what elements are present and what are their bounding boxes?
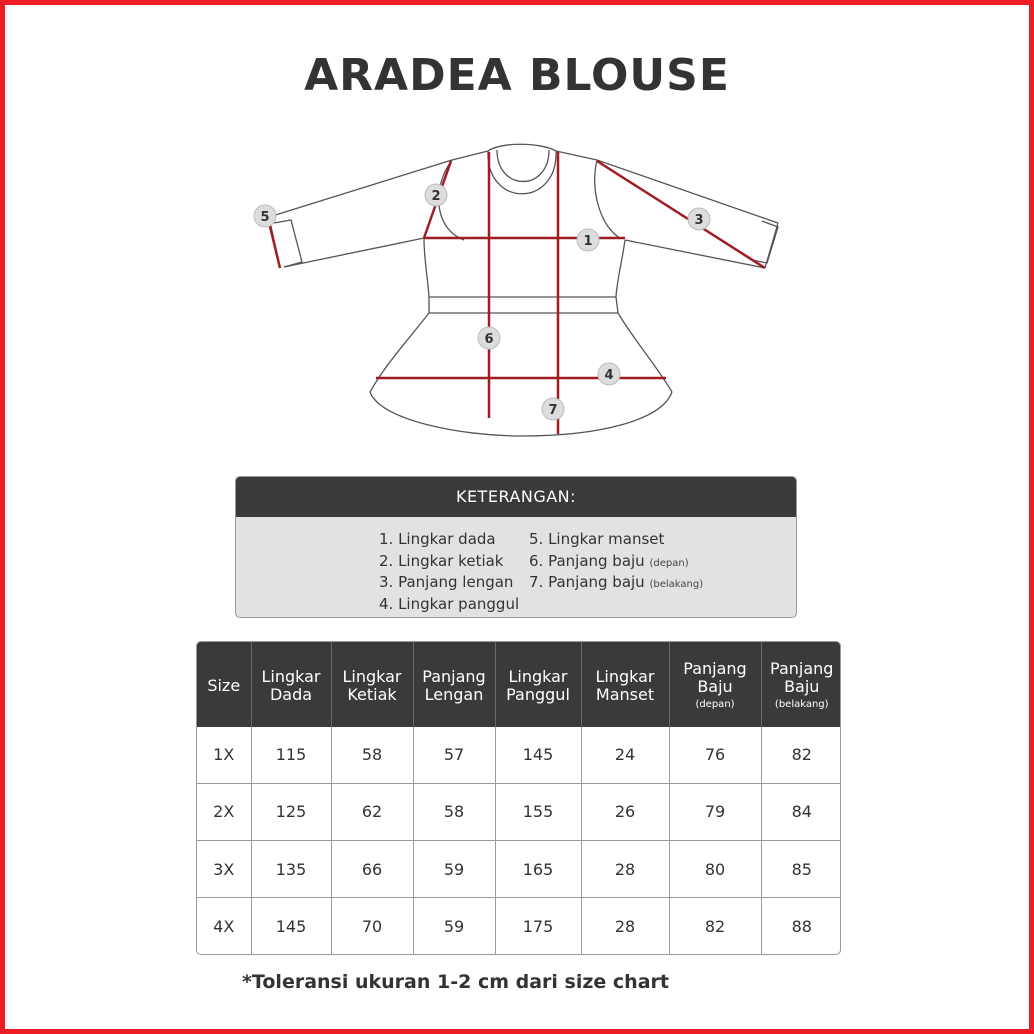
table-cell: 79 bbox=[669, 783, 761, 840]
table-cell: 70 bbox=[331, 898, 413, 954]
header-size: Size bbox=[197, 642, 251, 727]
header-panjang-baju-belakang: Panjang Baju (belakang) bbox=[761, 642, 841, 727]
table-cell: 62 bbox=[331, 783, 413, 840]
table-cell: 66 bbox=[331, 840, 413, 897]
marker-6-label: 6 bbox=[484, 332, 494, 347]
marker-4-label: 4 bbox=[604, 368, 614, 383]
header-panjang-lengan: Panjang Lengan bbox=[413, 642, 495, 727]
table-cell: 84 bbox=[761, 783, 841, 840]
table-cell: 59 bbox=[413, 840, 495, 897]
header-lingkar-manset: Lingkar Manset bbox=[581, 642, 669, 727]
table-cell: 82 bbox=[669, 898, 761, 954]
table-row bbox=[197, 898, 841, 954]
table-header-row bbox=[197, 642, 841, 727]
legend-note: (depan) bbox=[649, 557, 689, 569]
table-cell: 80 bbox=[669, 840, 761, 897]
table-cell: 58 bbox=[413, 783, 495, 840]
table-cell: 76 bbox=[669, 727, 761, 783]
table-cell: 135 bbox=[251, 840, 331, 897]
legend-note: (belakang) bbox=[649, 579, 704, 590]
table-cell: 57 bbox=[413, 727, 495, 783]
table-cell: 115 bbox=[251, 727, 331, 783]
table-cell: 145 bbox=[495, 727, 581, 783]
marker-5-label: 5 bbox=[260, 210, 270, 225]
page-title: ARADEA BLOUSE bbox=[304, 50, 730, 101]
marker-2-label: 2 bbox=[431, 189, 441, 204]
legend-item: 4. Lingkar panggul bbox=[379, 594, 520, 613]
table-cell: 3X bbox=[197, 840, 251, 897]
legend-item: 3. Panjang lengan bbox=[379, 573, 514, 591]
table-cell: 175 bbox=[495, 898, 581, 954]
marker-1-label: 1 bbox=[583, 234, 593, 249]
table-cell: 125 bbox=[251, 783, 331, 840]
legend-item: 1. Lingkar dada bbox=[379, 530, 496, 548]
legend-box bbox=[235, 476, 797, 618]
table-cell: 165 bbox=[495, 840, 581, 897]
marker-3-label: 3 bbox=[694, 213, 704, 228]
header-panjang-baju-depan: Panjang Baju (depan) bbox=[669, 642, 761, 727]
table-cell: 26 bbox=[581, 783, 669, 840]
table-cell: 88 bbox=[791, 916, 812, 936]
legend-item: 2. Lingkar ketiak bbox=[379, 551, 504, 570]
table-cell: 59 bbox=[413, 898, 495, 954]
table-cell: 82 bbox=[761, 727, 841, 783]
legend-heading: KETERANGAN: bbox=[236, 477, 796, 517]
table-cell: 1X bbox=[197, 727, 251, 783]
table-cell: 58 bbox=[331, 727, 413, 783]
marker-7-label: 7 bbox=[548, 403, 558, 418]
table-row bbox=[197, 840, 841, 897]
table-row bbox=[197, 783, 841, 840]
table-cell: 155 bbox=[495, 783, 581, 840]
size-chart-table bbox=[196, 641, 841, 955]
table-cell: 145 bbox=[251, 898, 331, 954]
blouse-diagram bbox=[0, 0, 1034, 460]
table-cell: 85 bbox=[761, 840, 841, 897]
table-cell: 4X bbox=[197, 898, 251, 954]
header-lingkar-panggul: Lingkar Panggul bbox=[495, 642, 581, 727]
header-lingkar-ketiak: Lingkar Ketiak bbox=[331, 642, 413, 727]
tolerance-footnote: *Toleransi ukuran 1-2 cm dari size chart bbox=[242, 971, 669, 993]
table-cell: 28 bbox=[581, 840, 669, 897]
header-lingkar-dada: Lingkar Dada bbox=[251, 642, 331, 727]
legend-item: 7. Panjang baju (belakang) bbox=[529, 573, 704, 591]
measurement-markers bbox=[254, 184, 710, 420]
legend-item: 6. Panjang baju (depan) bbox=[529, 551, 689, 570]
table-row bbox=[197, 727, 841, 783]
legend-item: 5. Lingkar manset bbox=[529, 530, 665, 548]
table-cell: 28 bbox=[581, 898, 669, 954]
table-cell: 24 bbox=[581, 727, 669, 783]
table-cell: 2X bbox=[197, 783, 251, 840]
